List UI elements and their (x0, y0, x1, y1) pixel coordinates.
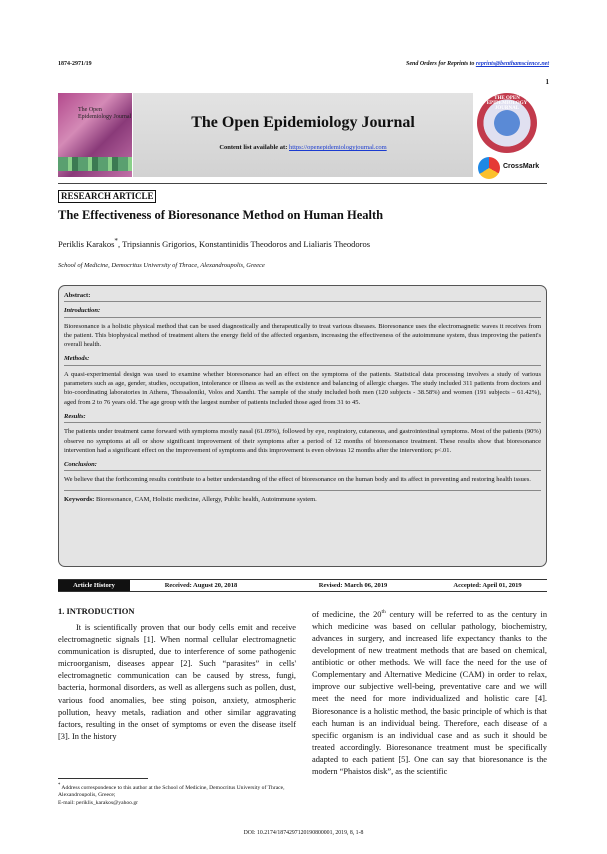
article-type: RESEARCH ARTICLE (58, 190, 156, 203)
crossmark-icon[interactable] (478, 157, 500, 179)
journal-logo-text: THE OPEN EPIDEMIOLOGY JOURNAL (486, 96, 528, 111)
history-received: Received: August 20, 2018 (164, 582, 238, 589)
content-list-line (133, 144, 473, 151)
footnote (58, 782, 298, 807)
abstract-divider (64, 365, 541, 366)
article-history (58, 579, 547, 592)
abstract-box (58, 285, 547, 567)
section-heading: 1. INTRODUCTION (58, 606, 135, 616)
abstract-methods-text: A quasi-experimental design was used to examine whether bioresonance had an effect on the symptoms of the patients. Statistical data processing involves a study of various parameters such as age, gender, studies, occupation, intolerance or illness as well as the existence and balancing of allergic charges. The study included 311 patients from doctors and bio-coordinating laboratories in Athens, Thessaloniki, Volos and Xanthi. The sample of the study included both men (120 subjects - 38.58%) and women (191 subjects – 61.42%), aged from 2 to 76 years old. The age group with the largest number of patients included those aged from 31 to 45. (64, 370, 541, 406)
footnote-star: * (58, 783, 61, 788)
keywords-label: Keywords: (64, 495, 95, 503)
body-right-post: century will be referred to as the century in which medicine was based on cellular pathology, biochemistry, advances in surgery, and increased life expectancy thanks to the development of new treatment methods that are based on chemical, antibiotic or other methods. We will face the need for the use of Complementary and Alternative Medicine (CAM) in order to relax, improve our subjective well-being, preventative care and we will meet the need for more individualized and holistic care [4]. Bioresonance is a holistic method, the basic principle of which is that each human is an individual being. Therefore, each disease of a specific organism is an individual case and as such it should be treated accordingly. Bioresonance treatment must be specifically adapted to each patient [5]. One can say that bioresonance is the modern “Phaistos disk”, as the scientific (312, 609, 548, 777)
keywords (64, 495, 541, 504)
header-divider (58, 183, 547, 184)
journal-title: The Open Epidemiology Journal (191, 114, 415, 131)
reprints-email-link[interactable]: reprints@benthamscience.net (475, 61, 549, 67)
author-first: Periklis Karakos (58, 238, 115, 249)
abstract-divider (64, 301, 541, 302)
abstract-conclusion-label: Conclusion: (64, 461, 97, 469)
keywords-divider (64, 490, 541, 491)
history-label: Article History (58, 580, 130, 591)
content-list-prefix: Content list available at: (219, 144, 290, 151)
article-title: The Effectiveness of Bioresonance Method on Human Health (58, 208, 384, 222)
abstract-results-text: The patients under treatment came forward with symptoms mostly nasal (61.09%), followed by eye, respiratory, cutaneous, and gastrointestinal symptoms. Most of the patients (90%) observe no symptoms at all or show significant improvement of their symptoms after a period of 12 months of bioresonance treatment. These results show that bioresonance intervention had a significant effect on the improvement of symptoms and this improvement is even obvious 12 months after the intervention; p<.01. (64, 428, 541, 454)
body-column-right (312, 606, 547, 778)
abstract-intro-text: Bioresonance is a holistic physical method that can be used diagnostically and therapeutically to treat various diseases. Bioresonance uses the electromagnetic waves it receives from the patient. This biophysical method of treatment alters the energy field of the affected organism, increasing the effectiveness of the autoimmune system, thus improving the patient's overall health. (64, 322, 541, 349)
abstract-divider (64, 470, 541, 471)
footnote-email: E-mail: periklis_karakos@yahoo.gr (58, 799, 139, 806)
reprints-prefix: Send Orders for Reprints to (405, 61, 476, 67)
journal-cover-image (58, 93, 132, 177)
keywords-list: Bioresonance, CAM, Holistic medicine, Allergy, Public health, Autoimmune system. (94, 495, 317, 503)
journal-banner (133, 93, 473, 177)
author-star: * (114, 237, 118, 245)
issn: 1874-2971/19 (58, 61, 92, 67)
abstract-methods-label: Methods: (64, 355, 90, 363)
body-paragraph-right (312, 606, 547, 778)
body-paragraph-left: It is scientifically proven that our body cells emit and receive electromagnetic signals [1]. When normal cellular electromagnetic communication is disrupted, due to interference of some pathogenic microorganism, diseases appear [2]. Such “parasites” in cells' electromagnetic communication can be caused by stress, fungi, bacteria, hormonal disorders, as well as allergens such as pollen, dust, various food anomalies, bee sting poison, anxiety, atmospheric pollution, heavy metals, radiation and other similar aggravating factors, resulting in the onset of symptoms or even the disease itself [3]. In the history (58, 623, 296, 741)
journal-url-link[interactable]: https://openepidemiologyjournal.com (289, 144, 387, 151)
history-revised: Revised: March 06, 2019 (318, 582, 388, 589)
affiliation: School of Medicine, Democritus University of Thrace, Alexandroupolis, Greece (58, 262, 265, 269)
footnote-address-line (58, 782, 298, 800)
crossmark-label[interactable]: CrossMark (503, 163, 540, 170)
body-right-pre: of medicine, the 20 (312, 609, 382, 619)
body-column-left (58, 622, 296, 743)
abstract-intro-label: Introduction: (64, 307, 101, 315)
abstract-results-label: Results: (64, 412, 86, 420)
abstract-divider (64, 317, 541, 318)
body-right-sup: th (381, 609, 386, 615)
abstract-heading: Abstract: (64, 292, 91, 299)
doi-line: DOI: 10.2174/1874297120190800001, 2019, 8, 1-8 (243, 830, 364, 836)
journal-cover-strip (58, 157, 132, 171)
reprints-line (406, 61, 549, 67)
authors (58, 237, 370, 249)
history-accepted: Accepted: April 01, 2019 (453, 582, 522, 589)
page-number: 1 (545, 78, 549, 86)
abstract-conclusion-text: We believe that the forthcoming results contribute to a better understanding of the effect of bioresonance on the human body and its affect in preventing and restoring health issues. (64, 476, 531, 484)
journal-cover-text: The Open Epidemiology Journal (78, 107, 132, 120)
footnote-divider (58, 778, 148, 779)
footnote-address: Address correspondence to this author at the School of Medicine, Democritus University of Thrace, Alexandroupolis, Greece; (58, 784, 285, 799)
abstract-divider (64, 422, 541, 423)
authors-rest: , Tripsiannis Grigorios, Konstantinidis Theodoros and Lialiaris Theodoros (117, 238, 371, 249)
